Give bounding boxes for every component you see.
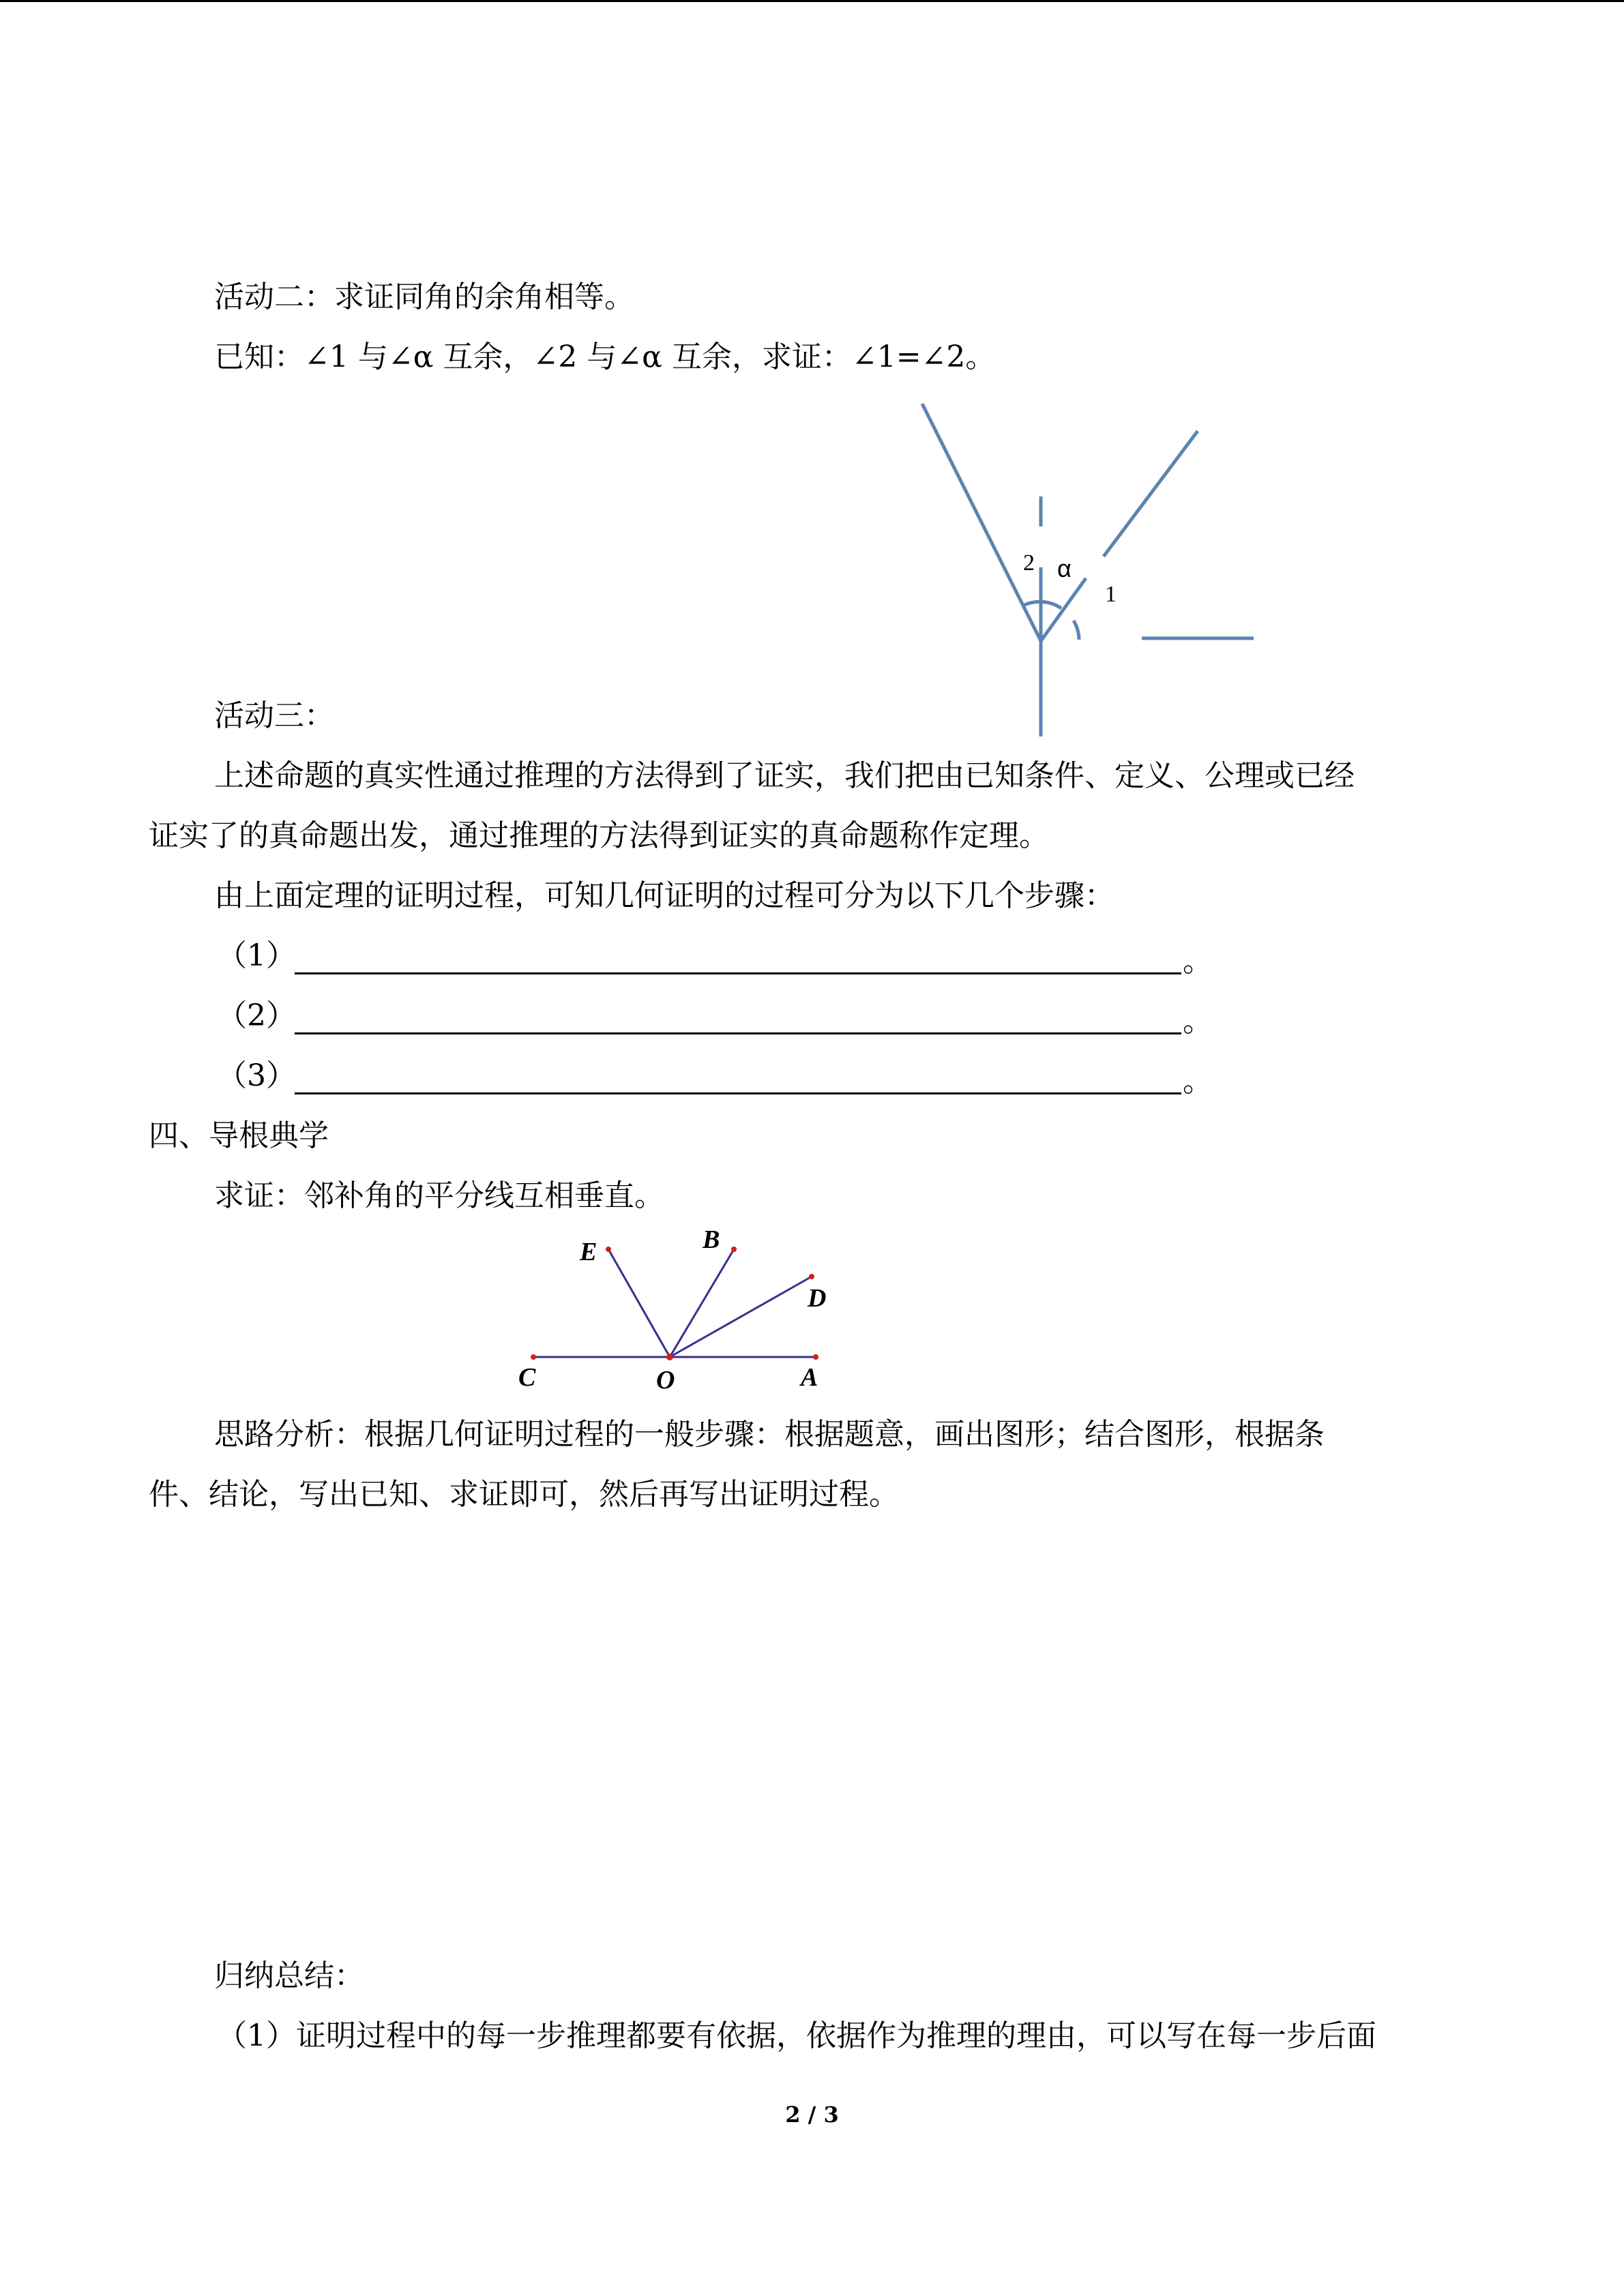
label-B: B [703,1225,720,1254]
step-1-end: 。 [1183,944,1213,979]
step-3-end: 。 [1183,1064,1213,1099]
section4-prove: 求证：邻补角的平分线互相垂直。 [214,1178,664,1213]
point-O [666,1354,673,1360]
page-number: 2 / 3 [785,2102,839,2128]
label-A: A [801,1363,818,1392]
section4-analysis-line2: 件、结论，写出已知、求证即可，然后再写出证明过程。 [149,1477,899,1512]
section4-analysis-line1: 思路分析：根据几何证明过程的一般步骤：根据题意，画出图形；结合图形，根据条 [214,1417,1325,1452]
label-O: O [656,1366,675,1395]
activity3-para2: 由上面定理的证明过程，可知几何证明的过程可分为以下几个步骤： [214,878,1114,913]
figure-ray-OB [670,1249,734,1357]
complementary-angle-figure [907,396,1275,750]
step-3-blank[interactable] [295,1092,1181,1094]
step-2-end: 。 [1183,1004,1213,1039]
label-C: C [518,1363,536,1392]
figure-label-1: 1 [1105,582,1117,607]
point-A [813,1354,818,1360]
activity3-title: 活动三： [214,698,334,733]
figure-arc-1 [1074,621,1079,640]
step-2-label: （2） [217,998,296,1033]
activity3-para1-line1: 上述命题的真实性通过推理的方法得到了证实，我们把由已知条件、定义、公理或已经 [214,758,1355,793]
figure-ray-upper-right [1104,431,1198,556]
step-1-blank[interactable] [295,972,1181,974]
summary-item1: （1）证明过程中的每一步推理都要有依据，依据作为推理的理由，可以写在每一步后面 [217,2018,1376,2053]
figure-ray-upper-left [922,404,1041,641]
point-B [731,1247,737,1252]
section4-heading: 四、导根典学 [149,1118,329,1153]
page-top-border [0,0,1624,2]
figure-label-alpha: α [1057,554,1072,582]
figure-ray-OD [670,1277,812,1357]
label-E: E [580,1238,597,1266]
step-1-label: （1） [217,938,296,973]
point-D [809,1274,814,1279]
figure-ray-OE [608,1249,670,1357]
bisector-figure [505,1221,846,1405]
point-C [531,1354,536,1360]
step-2-blank[interactable] [295,1032,1181,1034]
point-E [606,1247,611,1252]
label-D: D [808,1284,827,1313]
figure-label-2: 2 [1023,550,1035,576]
step-3-label: （3） [217,1058,296,1093]
activity2-title: 活动二：求证同角的余角相等。 [214,280,634,314]
summary-title: 归纳总结： [214,1958,364,1993]
activity3-para1-line2: 证实了的真命题出发，通过推理的方法得到证实的真命题称作定理。 [149,818,1049,853]
activity2-given: 已知：∠1 与∠α 互余，∠2 与∠α 互余，求证：∠1=∠2。 [214,340,996,374]
